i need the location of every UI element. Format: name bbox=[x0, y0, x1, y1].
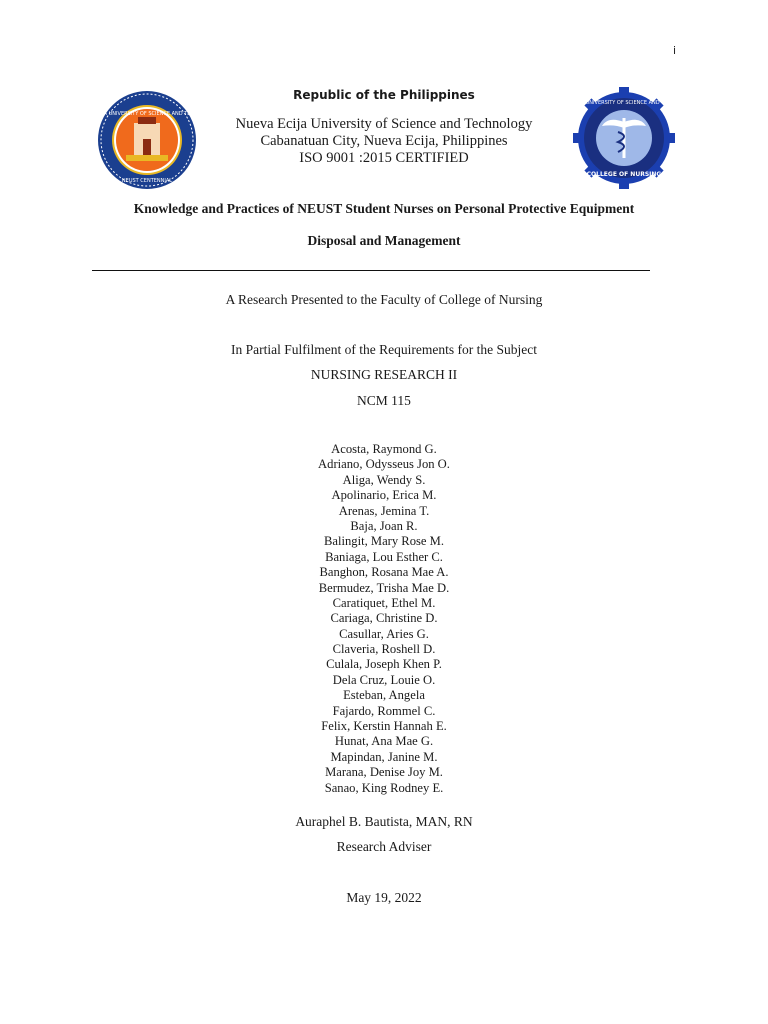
author-name: Baja, Joan R. bbox=[350, 518, 418, 533]
author-name: Banghon, Rosana Mae A. bbox=[319, 565, 449, 580]
university-name: Nueva Ecija University of Science and Technology bbox=[235, 116, 533, 132]
author-name: Caratiquet, Ethel M. bbox=[332, 595, 436, 610]
author-name: Claveria, Roshell D. bbox=[332, 642, 436, 657]
author-name: Mapindan, Janine M. bbox=[330, 749, 438, 764]
author-name: Culala, Joseph Khen P. bbox=[326, 657, 442, 672]
adviser-name: Auraphel B. Bautista, MAN, RN bbox=[295, 814, 473, 829]
research-title-line-1: Knowledge and Practices of NEUST Student Nurses on Personal Protective Equipment bbox=[133, 201, 635, 216]
author-name: Baniaga, Lou Esther C. bbox=[325, 549, 443, 564]
author-name: Arenas, Jemina T. bbox=[338, 503, 430, 518]
logo-ring-text: NUEVA ECIJA UNIVERSITY OF SCIENCE AND TECHNOLOGY bbox=[552, 100, 696, 106]
research-title-line-2: Disposal and Management bbox=[307, 233, 461, 248]
iso-certification: ISO 9001 :2015 CERTIFIED bbox=[299, 150, 469, 166]
logo-bottom-text: COLLEGE OF NURSING bbox=[586, 171, 662, 178]
author-name: Esteban, Angela bbox=[343, 688, 425, 703]
fulfilment-line: In Partial Fulfilment of the Requirements for the Subject bbox=[231, 342, 537, 357]
submission-date: May 19, 2022 bbox=[346, 890, 422, 905]
republic-heading: Republic of the Philippines bbox=[293, 88, 475, 102]
subject-code: NCM 115 bbox=[357, 393, 411, 408]
author-name: Fajardo, Rommel C. bbox=[332, 703, 436, 718]
university-address: Cabanatuan City, Nueva Ecija, Philippines bbox=[260, 133, 508, 149]
author-name: Felix, Kerstin Hannah E. bbox=[321, 719, 447, 734]
title-divider bbox=[92, 270, 650, 271]
author-name: Adriano, Odysseus Jon O. bbox=[318, 457, 450, 472]
adviser-role: Research Adviser bbox=[336, 839, 432, 854]
author-name: Apolinario, Erica M. bbox=[331, 488, 437, 503]
subject-name: NURSING RESEARCH II bbox=[310, 367, 458, 382]
author-name: Acosta, Raymond G. bbox=[331, 442, 437, 456]
seal-bottom-text: NEUST CENTENNIAL bbox=[121, 178, 173, 184]
seal-ring-text: NUEVA ECIJA UNIVERSITY OF SCIENCE AND TECHNOLOGY bbox=[75, 111, 219, 117]
author-name: Hunat, Ana Mae G. bbox=[334, 734, 434, 749]
college-of-nursing-logo bbox=[552, 86, 696, 190]
neust-seal-logo bbox=[75, 89, 219, 191]
presentation-line: A Research Presented to the Faculty of College of Nursing bbox=[225, 292, 543, 307]
author-list bbox=[0, 442, 768, 796]
author-name: Balingit, Mary Rose M. bbox=[324, 534, 444, 549]
author-name: Cariaga, Christine D. bbox=[330, 611, 438, 626]
page-number: i bbox=[672, 44, 676, 57]
author-name: Sanao, King Rodney E. bbox=[324, 780, 444, 795]
author-name: Dela Cruz, Louie O. bbox=[332, 672, 436, 687]
author-name: Casullar, Aries G. bbox=[339, 626, 429, 641]
author-name: Bermudez, Trisha Mae D. bbox=[318, 580, 450, 595]
author-name: Aliga, Wendy S. bbox=[342, 472, 426, 487]
author-name: Marana, Denise Joy M. bbox=[325, 765, 443, 780]
